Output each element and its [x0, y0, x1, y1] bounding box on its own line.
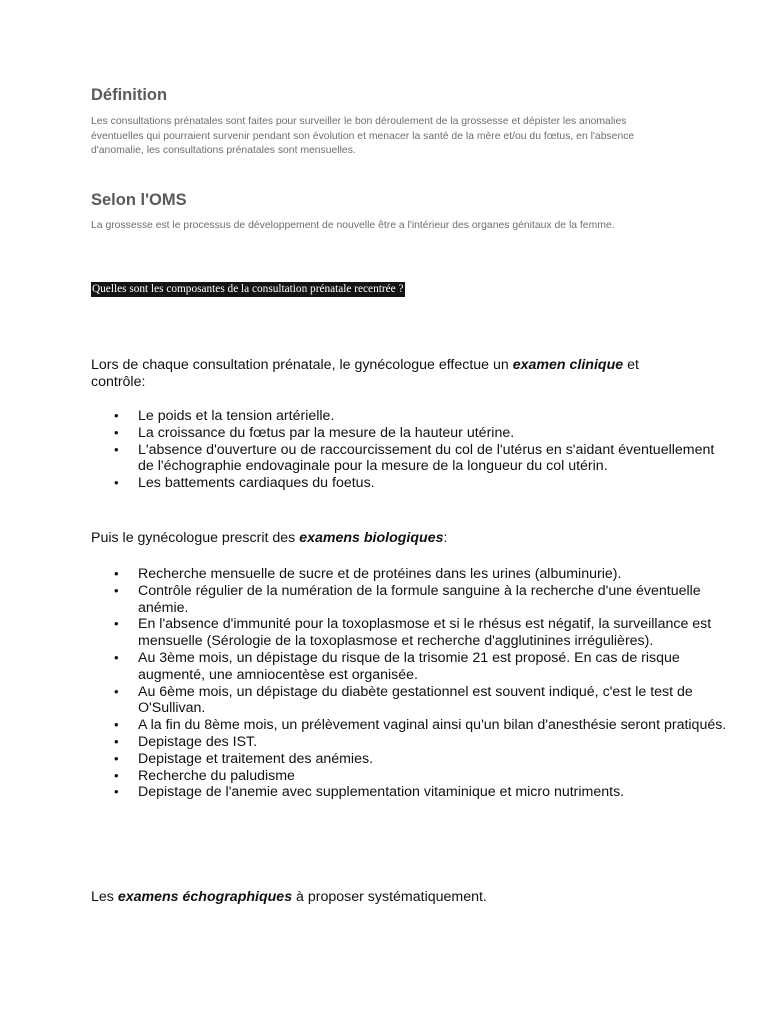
question-highlight: Quelles sont les composantes de la consultation prénatale recentrée ?: [92, 283, 404, 295]
list-item: • Recherche du paludisme: [138, 768, 728, 785]
clinical-intro: [91, 357, 681, 391]
list-item: • La croissance du fœtus par la mesure de la hauteur utérine.: [138, 425, 728, 442]
list-item: • A la fin du 8ème mois, un prélèvement vaginal ainsi qu'un bilan d'anesthésie seront pratiqués.: [138, 717, 728, 734]
biological-list: [91, 566, 728, 801]
list-item: • Depistage de l'anemie avec supplementation vitaminique et micro nutriments.: [138, 784, 728, 801]
biological-intro: [91, 530, 681, 547]
echo-intro-after: à proposer systématiquement.: [292, 889, 487, 905]
clinical-list: [91, 408, 728, 492]
biological-intro-before: Puis le gynécologue prescrit des: [91, 530, 300, 546]
echo-intro: [91, 889, 681, 906]
list-item: • L'absence d'ouverture ou de raccourcissement du col de l'utérus en s'aidant éventuellement de l'échographie endovaginale pour la mesure de la longueur du col utérin.: [138, 442, 728, 476]
clinical-intro-before: Lors de chaque consultation prénatale, le gynécologue effectue un: [91, 357, 513, 373]
clinical-intro-after: et contrôle:: [91, 357, 639, 390]
list-item: • Au 3ème mois, un dépistage du risque de la trisomie 21 est proposé. En cas de risque augmenté, une amniocentèse est organisée.: [138, 650, 728, 684]
oms-heading: Selon l'OMS: [91, 191, 187, 209]
list-item: • Au 6ème mois, un dépistage du diabète gestationnel est souvent indiqué, c'est le test de O'Sullivan.: [138, 684, 728, 718]
list-item: • Depistage des IST.: [138, 734, 728, 751]
list-item: • Les battements cardiaques du foetus.: [138, 475, 728, 492]
clinical-intro-bold: examen clinique: [512, 357, 624, 373]
list-item: • En l'absence d'immunité pour la toxoplasmose et si le rhésus est négatif, la surveillance est mensuelle (Sérologie de la toxoplasmose et recherche d'agglutinines irrégulières).: [138, 616, 728, 650]
definition-heading: Définition: [91, 86, 168, 104]
list-item: • Le poids et la tension artérielle.: [138, 408, 728, 425]
echo-intro-before: Les: [91, 889, 118, 905]
echo-intro-bold: examens échographiques: [117, 889, 293, 905]
biological-intro-bold: examens biologiques: [299, 530, 444, 546]
biological-intro-after: :: [443, 530, 448, 546]
definition-text: Les consultations prénatales sont faites pour surveiller le bon déroulement de la grossesse et dépister les anomalies éventuelles qui pourraient survenir pendant son évolution et menacer la santé de la mère et/ou du fœtus, en l'absence d'anomalie, les consultations prénatales sont mensuelles.: [91, 116, 635, 156]
list-item: • Contrôle régulier de la numération de la formule sanguine à la recherche d'une éventuelle anémie.: [138, 583, 728, 617]
oms-text: La grossesse est le processus de développement de nouvelle être a l'intérieur des organes génitaux de la femme.: [91, 220, 615, 231]
list-item: • Depistage et traitement des anémies.: [138, 751, 728, 768]
list-item: • Recherche mensuelle de sucre et de protéines dans les urines (albuminurie).: [138, 566, 728, 583]
